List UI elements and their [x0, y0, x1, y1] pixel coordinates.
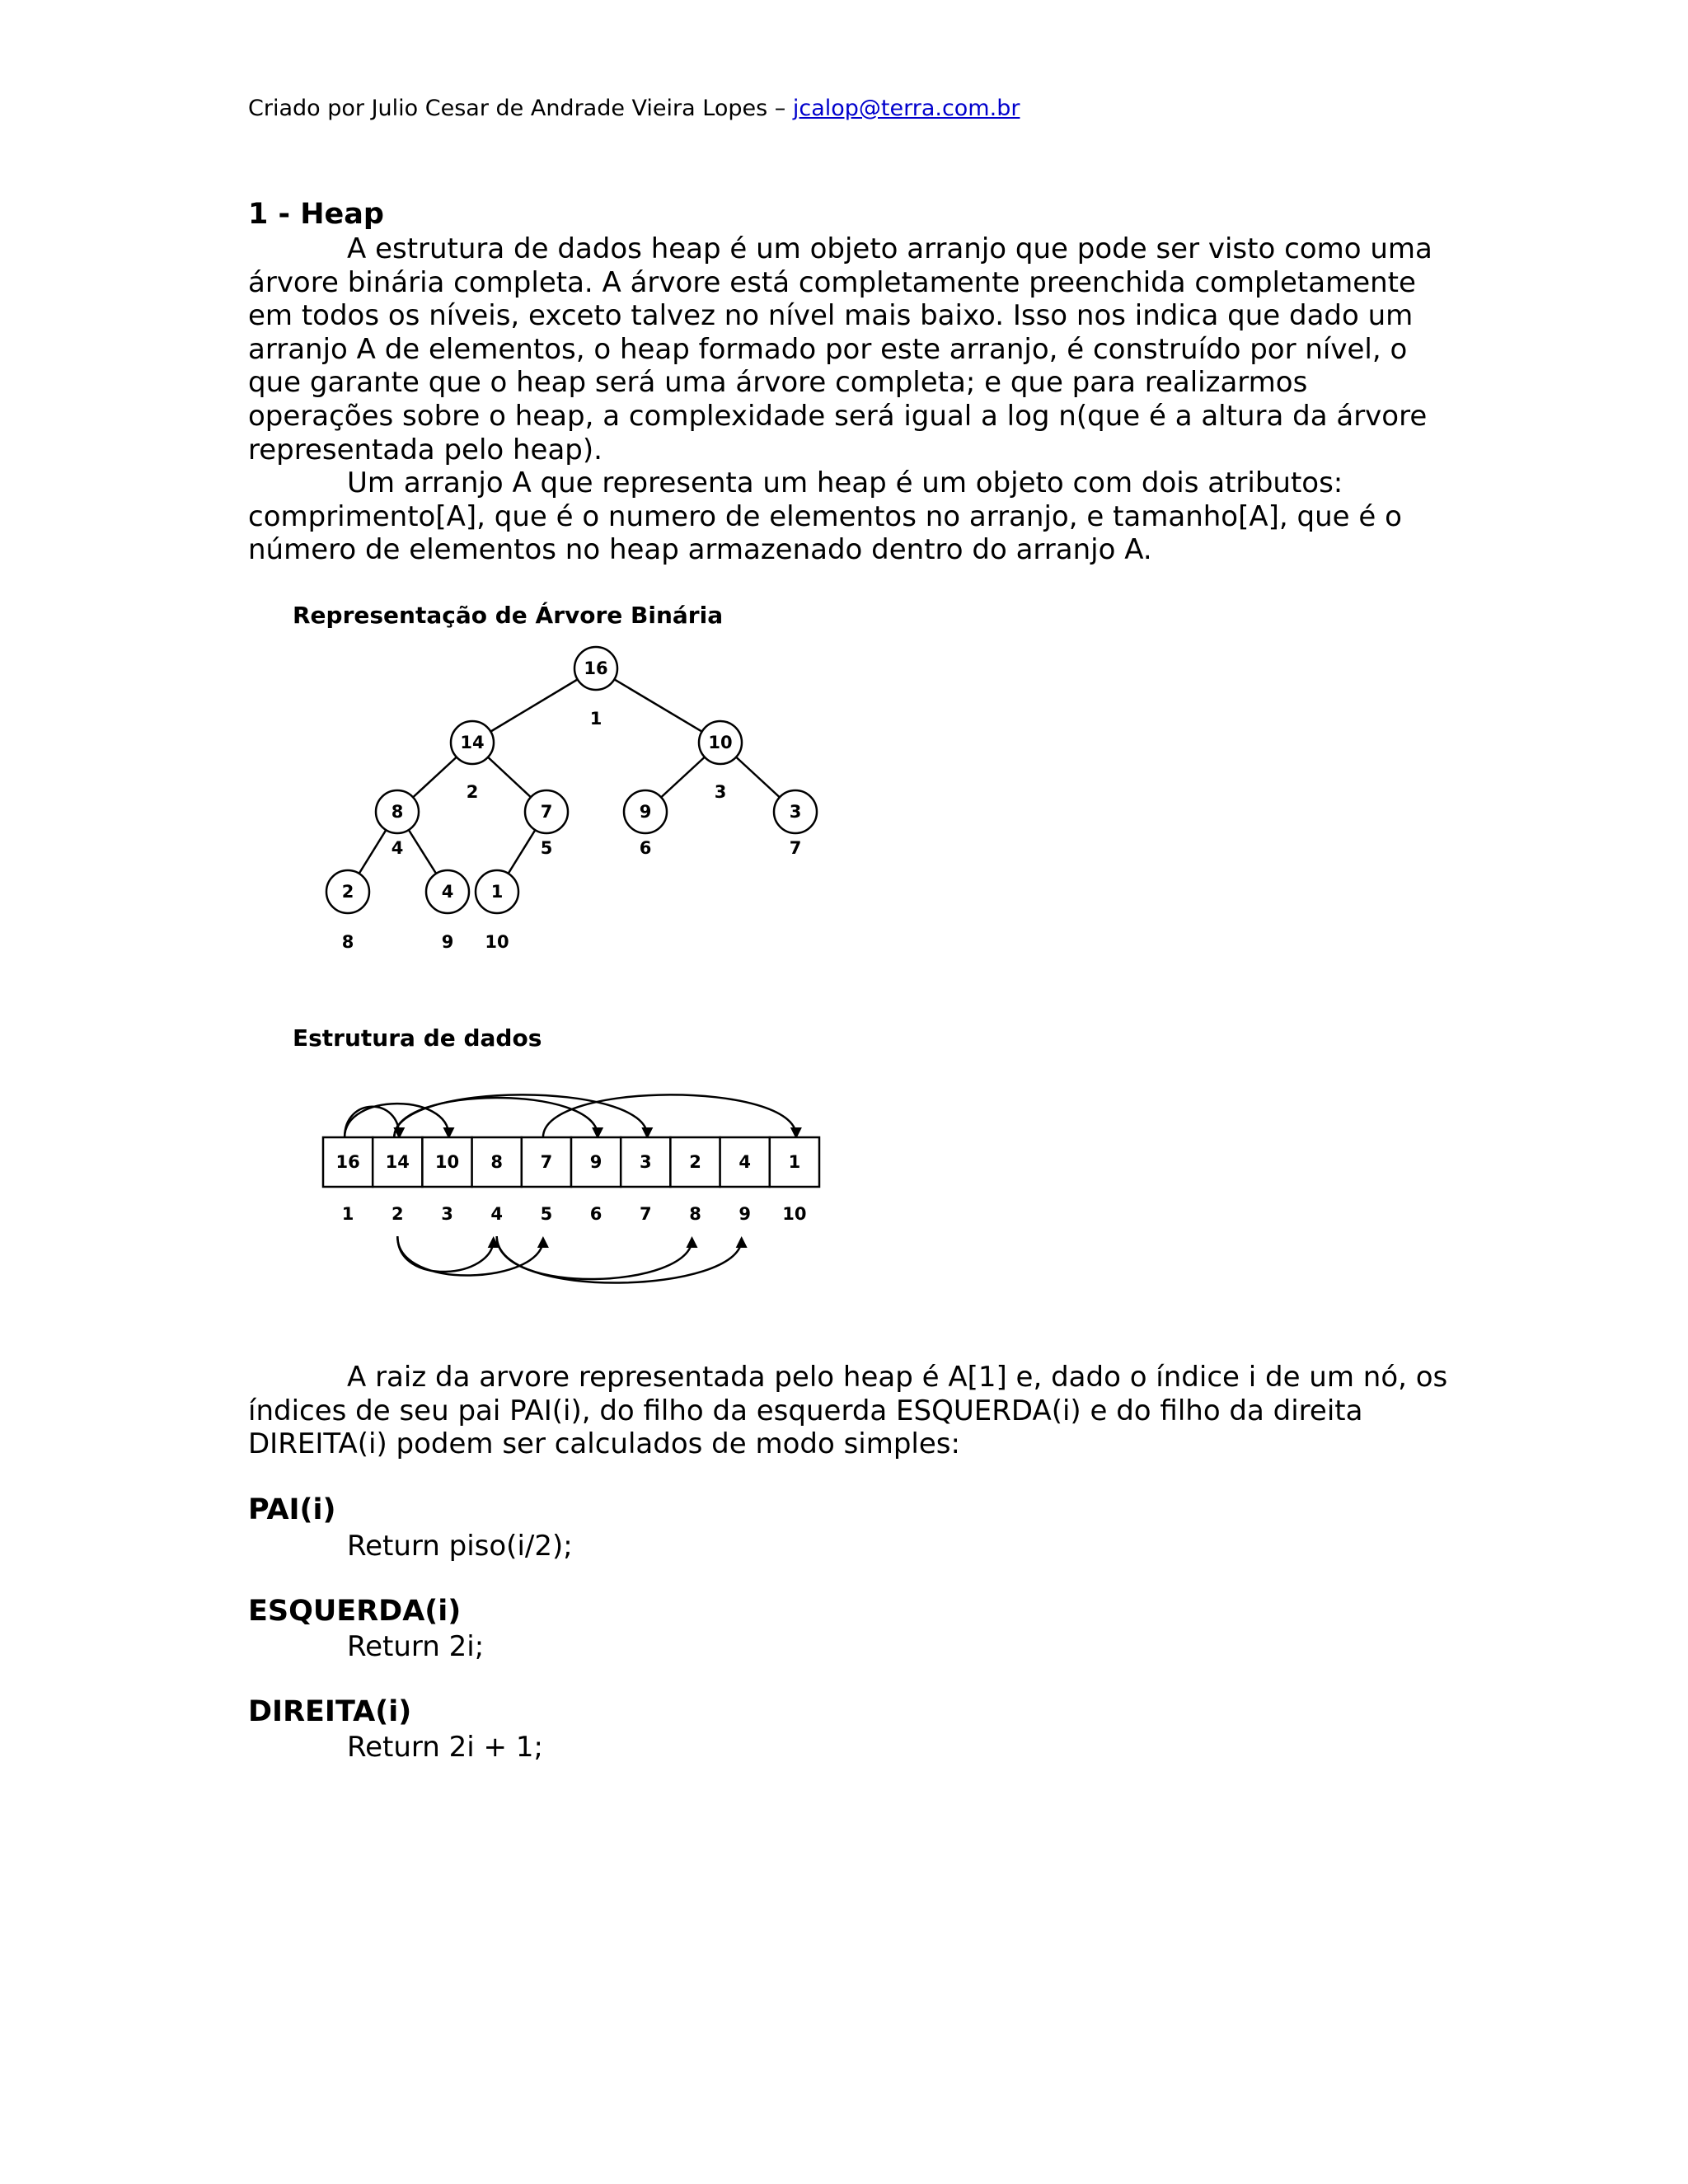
- tree-node-value: 3: [789, 802, 802, 822]
- tree-node-index: 8: [341, 932, 354, 952]
- tree-node-index: 9: [441, 932, 454, 952]
- array-index: 4: [490, 1204, 504, 1224]
- array-parent-arrow: [497, 1236, 692, 1279]
- array-index: 7: [639, 1204, 652, 1224]
- array-cell-value: 14: [385, 1152, 410, 1172]
- array-figure-label: Estrutura de dados: [293, 1024, 542, 1052]
- tree-node-index: 4: [391, 838, 404, 858]
- tree-node-index: 6: [639, 838, 652, 858]
- array-parent-arrow: [497, 1236, 742, 1283]
- tree-node-index: 2: [466, 782, 479, 802]
- tree-figure-label: Representação de Árvore Binária: [293, 602, 724, 629]
- array-index: 10: [782, 1204, 807, 1224]
- tree-node-value: 2: [341, 882, 354, 902]
- array-cell-value: 4: [738, 1152, 752, 1172]
- array-cell-value: 7: [540, 1152, 553, 1172]
- tree-node-value: 8: [391, 802, 404, 822]
- tree-node-value: 16: [584, 658, 608, 678]
- function-direita-body: Return 2i + 1;: [347, 1731, 543, 1764]
- section-title: 1 - Heap: [248, 198, 384, 231]
- array-index: 1: [341, 1204, 354, 1224]
- tree-node-value: 1: [490, 882, 504, 902]
- array-child-arrow: [394, 1094, 647, 1137]
- tree-node-value: 10: [708, 733, 733, 752]
- tree-node-value: 14: [460, 733, 485, 752]
- function-esquerda-body: Return 2i;: [347, 1630, 485, 1663]
- index-text: [248, 1361, 1451, 1461]
- tree-node-index: 5: [540, 838, 553, 858]
- array-index: 8: [689, 1204, 701, 1224]
- array-parent-arrow: [397, 1236, 543, 1276]
- array-index: 2: [391, 1204, 404, 1224]
- array-child-arrow: [543, 1094, 796, 1137]
- array-cell-value: 3: [639, 1152, 652, 1172]
- paragraph-heap-definition: A estrutura de dados heap é um objeto arranjo que pode ser visto como uma árvore binária completa. A árvore está completamente preenchida completamente em todos os níveis, exceto talvez no nível mais baixo. Isso nos indica que dado um arranjo A de elementos, o heap formado por este arranjo, é construído por nível, o que garante que o heap será uma árvore completa; e que para realizarmos operações sobre o heap, a complexidade será igual a log n(que é a altura da árvore representada pelo heap).: [248, 232, 1432, 466]
- array-index: 3: [441, 1204, 453, 1224]
- array-index: 5: [540, 1204, 553, 1224]
- function-esquerda-name: ESQUERDA(i): [248, 1595, 462, 1628]
- array-index: 6: [589, 1204, 603, 1224]
- author-text: Criado por Julio Cesar de Andrade Vieira Lopes –: [248, 96, 793, 121]
- tree-node-index: 10: [485, 932, 509, 952]
- array-cell-value: 10: [434, 1152, 460, 1172]
- array-child-arrow: [345, 1107, 399, 1137]
- tree-node-index: 7: [789, 838, 802, 858]
- array-child-arrow: [394, 1098, 598, 1137]
- email-link[interactable]: jcalop@terra.com.br: [792, 96, 1020, 121]
- function-pai-body: Return piso(i/2);: [347, 1530, 573, 1563]
- tree-node-index: 1: [589, 709, 603, 729]
- array-parent-arrow: [397, 1236, 493, 1272]
- tree-node-index: 3: [714, 782, 727, 802]
- array-cell-value: 1: [788, 1152, 801, 1172]
- array-cell-value: 2: [689, 1152, 701, 1172]
- paragraph-index-functions: A raiz da arvore representada pelo heap é A[1] e, dado o índice i de um nó, os índices de seu pai PAI(i), do filho da esquerda ESQUERDA(i) e do filho da direita DIREITA(i) podem ser calculados de modo simples:: [248, 1361, 1448, 1461]
- tree-node-value: 9: [639, 802, 652, 822]
- array-index: 9: [738, 1204, 752, 1224]
- array-cell-value: 8: [490, 1152, 504, 1172]
- paragraph-heap-attributes: Um arranjo A que representa um heap é um objeto com dois atributos: comprimento[A], que é o numero de elementos no arranjo, e tamanho[A], que é o número de elementos no heap armazenado dentro do arranjo A.: [248, 466, 1402, 567]
- array-cell-value: 9: [589, 1152, 603, 1172]
- array-cell-value: 16: [335, 1152, 360, 1172]
- tree-node-value: 4: [441, 882, 454, 902]
- tree-node-value: 7: [540, 802, 553, 822]
- function-pai-name: PAI(i): [248, 1493, 336, 1526]
- function-direita-name: DIREITA(i): [248, 1695, 412, 1728]
